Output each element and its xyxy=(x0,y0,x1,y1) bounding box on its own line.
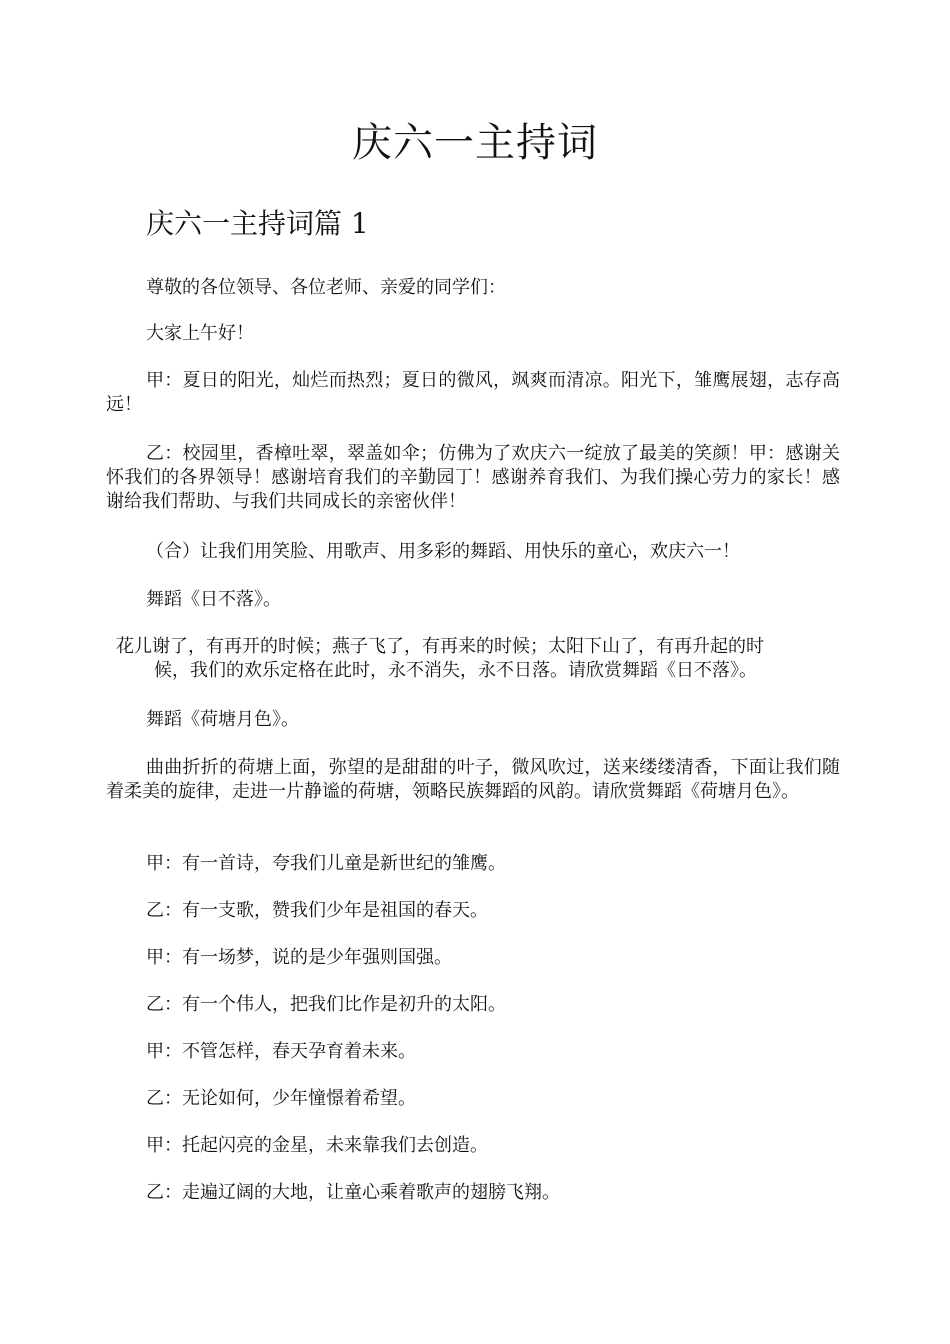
paragraph-yi-land: 乙：走遍辽阔的大地，让童心乘着歌声的翅膀飞翔。 xyxy=(146,1182,560,1203)
paragraph-flowers xyxy=(116,635,850,683)
paragraph-greeting: 尊敬的各位领导、各位老师、亲爱的同学们： xyxy=(146,277,506,298)
paragraph-flowers-line1: 花儿谢了，有再开的时候；燕子飞了，有再来的时候；太阳下山了，有再升起的时 xyxy=(116,636,764,657)
paragraph-jia-star: 甲：托起闪亮的金星，未来靠我们去创造。 xyxy=(146,1135,488,1156)
paragraph-dance-lotus: 舞蹈《荷塘月色》。 xyxy=(146,709,299,730)
paragraph-jia-spring: 甲：不管怎样，春天孕育着未来。 xyxy=(146,1041,416,1062)
paragraph-jia-summer: 甲：夏日的阳光，灿烂而热烈；夏日的微风，飒爽而清凉。阳光下，雏鹰展翅，志存高远！ xyxy=(106,370,840,415)
paragraph-yi-hope: 乙：无论如何，少年憧憬着希望。 xyxy=(146,1088,416,1109)
paragraph-jia-poem: 甲：有一首诗，夸我们儿童是新世纪的雏鹰。 xyxy=(146,853,506,874)
paragraph-yi-great-man: 乙：有一个伟人，把我们比作是初升的太阳。 xyxy=(146,994,506,1015)
paragraph-lotus-pond: 曲曲折折的荷塘上面，弥望的是甜甜的叶子，微风吹过，送来缕缕清香，下面让我们随着柔美的旋律，走进一片静谧的荷塘，领略民族舞蹈的风韵。请欣赏舞蹈《荷塘月色》。 xyxy=(106,757,840,802)
paragraph-flowers-line2: 候，我们的欢乐定格在此时，永不消失，永不日落。请欣赏舞蹈《日不落》。 xyxy=(154,660,757,681)
paragraph-good-morning: 大家上午好！ xyxy=(146,323,254,344)
paragraph-yi-campus: 乙：校园里，香樟吐翠，翠盖如伞；仿佛为了欢庆六一绽放了最美的笑颜！甲：感谢关怀我们的各界领导！感谢培育我们的辛勤园丁！感谢养育我们、为我们操心劳力的家长！感谢给我们帮助、与我们共同成长的亲密伙伴！ xyxy=(106,443,840,512)
paragraph-jia-dream: 甲：有一场梦，说的是少年强则国强。 xyxy=(146,947,452,968)
section-heading: 庆六一主持词篇 1 xyxy=(146,207,369,240)
paragraph-together: （合）让我们用笑脸、用歌声、用多彩的舞蹈、用快乐的童心，欢庆六一！ xyxy=(146,541,740,562)
paragraph-yi-song: 乙：有一支歌，赞我们少年是祖国的春天。 xyxy=(146,900,488,921)
paragraph-dance-sun: 舞蹈《日不落》。 xyxy=(146,589,281,610)
document-title: 庆六一主持词 xyxy=(352,120,598,166)
